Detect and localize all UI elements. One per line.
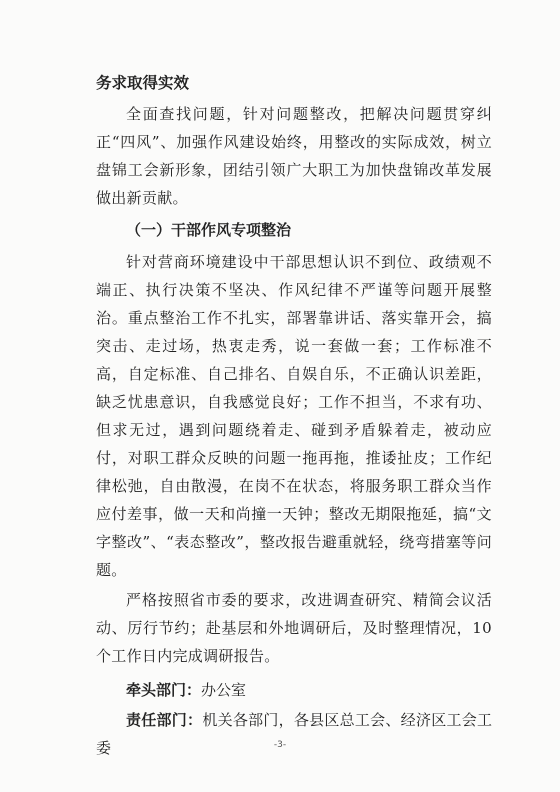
responsible-department [96,706,492,762]
section-title: 务求取得实效 [96,74,190,92]
responsible-department-label: 责任部门： [126,711,203,729]
lead-department-value: 办公室 [201,681,247,699]
intro-paragraph: 全面查找问题，针对问题整改，把解决问题贯穿纠正“四风”、加强作风建设始终，用整改的实际成效，树立盘锦工会新形象，团结引领广大职工为加快盘锦改革发展做出新贡献。 [96,105,492,207]
page-number: -3- [273,740,287,750]
lead-department-label: 牵头部门： [126,681,202,699]
paragraph-rectification: 针对营商环境建设中干部思想认识不到位、政绩观不端正、执行决策不坚决、作风纪律不严谨等问题开展整治。重点整治工作不扎实，部署靠讲话、落实靠开会，搞突击、走过场，热衷走秀，说一套做一套；工作标准不高，自定标准、自己排名、自娱自乐，不正确认识差距，缺乏忧患意识，自我感觉良好；工作不担当，不求有功、但求无过，遇到问题绕着走、碰到矛盾躲着走，被动应付，对职工群众反映的问题一拖再拖，推诿扯皮；工作纪律松弛，自由散漫，在岗不在状态，将服务职工群众当作应付差事，做一天和尚撞一天钟；整改无期限拖延，搞“文字整改”、“表态整改”，整改报告避重就轻，绕弯措塞等问题。 [96,253,492,579]
paragraph-research: 严格按照省市委的要求，改进调查研究、精简会议活动、厉行节约；赴基层和外地调研后，及时整理情况，10个工作日内完成调研报告。 [96,591,492,665]
subsection-title: （一）干部作风专项整治 [126,221,292,239]
responsible-department-value: 机关各部门，各县区总工会、经济区工会工委 [96,711,492,757]
lead-department [96,676,492,704]
document-page [96,70,492,762]
